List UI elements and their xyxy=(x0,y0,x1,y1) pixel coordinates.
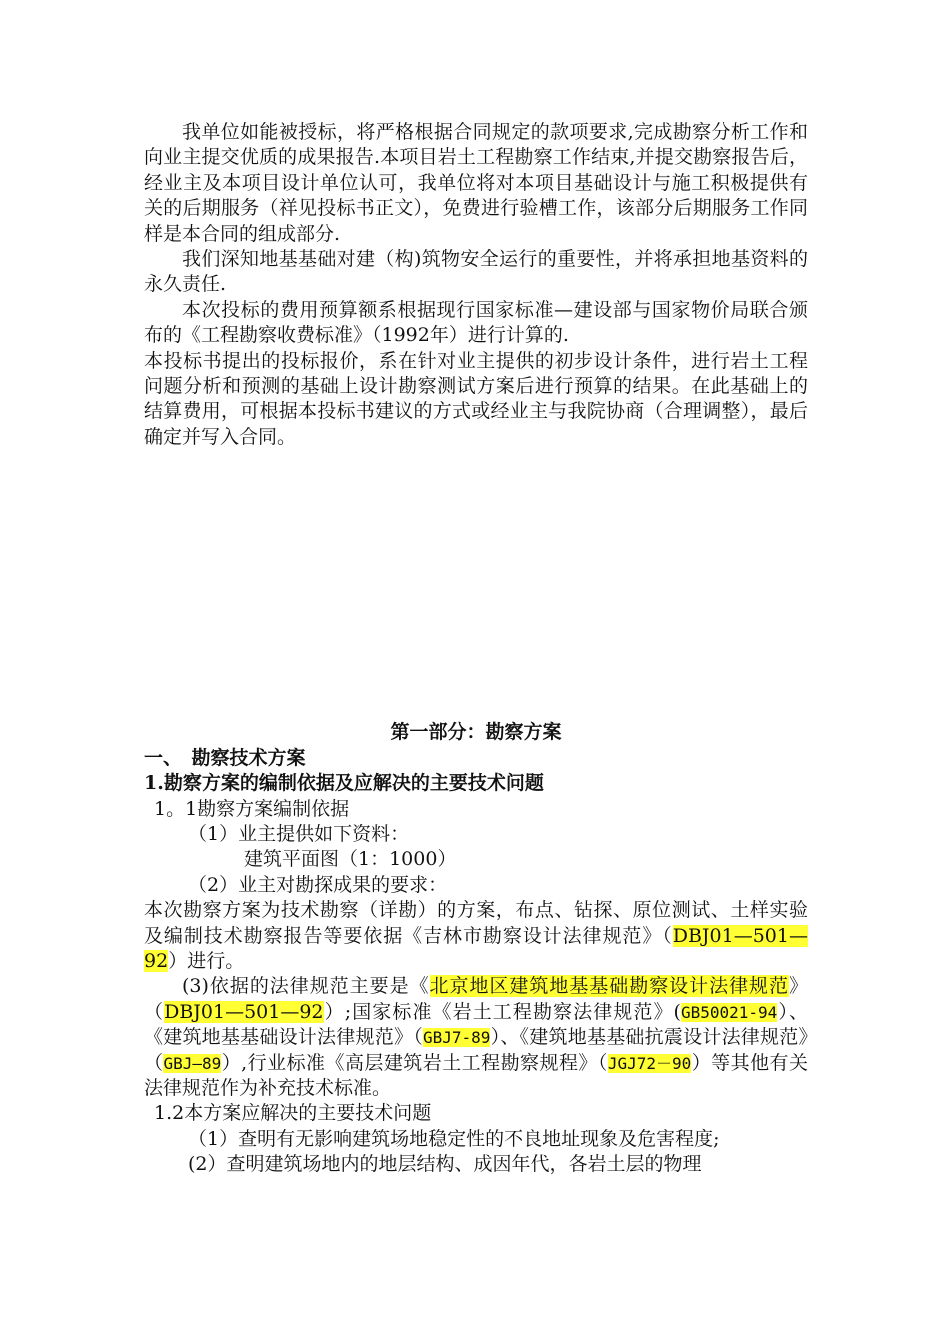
codes-highlight-1: 北京地区建筑地基基础勘察设计法律规范 xyxy=(429,975,789,998)
req-text-a: 本次勘察方案为技术勘察（详勘）的方案，布点、钻探、原位测试、土样实验及编制技术勘察报告等要依据《吉林市勘察设计法律规范》（ xyxy=(144,899,808,947)
codes-highlight-3: GB50021-94 xyxy=(680,1002,778,1022)
item-1-a: 建筑平面图（1：1000） xyxy=(244,848,457,871)
subsection-1-1: 1。1勘察方案编制依据 xyxy=(154,797,350,820)
codes-text-d: ）、《建筑地基基础设计法律规范》（ xyxy=(144,1000,808,1049)
codes-highlight-2: DBJ01—501—92 xyxy=(164,1000,324,1023)
codes-highlight-5: GBJ—89 xyxy=(163,1053,222,1073)
intro-paragraph-1: 我单位如能被授标，将严格根据合同规定的款项要求,完成勘察分析工作和向业主提交优质的成果报告.本项目岩土工程勘察工作结束,并提交勘察报告后，经业主及本项目设计单位认可，我单位将对本项目基础设计与施工积极提供有关的后期服务（祥见投标书正文），免费进行验槽工作，该部分后期服务工作同样是本合同的组成部分. xyxy=(144,121,808,245)
codes-text-f: ）,行业标准《高层建筑岩土工程勘察规程》（ xyxy=(221,1051,608,1074)
part-title: 第一部分：勘察方案 xyxy=(390,721,562,744)
codes-highlight-6: JGJ72－90 xyxy=(607,1053,692,1073)
codes-paragraph xyxy=(144,974,808,1101)
subsection-1-2: 1.2本方案应解决的主要技术问题 xyxy=(154,1102,432,1125)
codes-text-b: 》（ xyxy=(144,975,808,1023)
req-code-highlight: DBJ01—501—92 xyxy=(144,924,808,972)
question-1: （1）查明有无影响建筑场地稳定性的不良地址现象及危害程度; xyxy=(188,1127,720,1150)
requirement-paragraph xyxy=(144,898,808,974)
codes-text-g: ）等其他有关法律规范作为补充技术标准。 xyxy=(144,1051,808,1099)
question-2: (2）查明建筑场地内的地层结构、成因年代，各岩土层的物理 xyxy=(188,1153,702,1176)
codes-text-c: ）;国家标准《岩土工程勘察法律规范》( xyxy=(323,1000,681,1023)
intro-paragraph-4: 本投标书提出的投标报价，系在针对业主提供的初步设计条件，进行岩土工程问题分析和预测的基础上设计勘察测试方案后进行预算的结果。在此基础上的结算费用，可根据本投标书建议的方式或经业主与我院协商（合理调整），最后确定并写入合同。 xyxy=(144,349,808,448)
codes-highlight-4: GBJ7-89 xyxy=(422,1028,491,1048)
intro-paragraph-2: 我们深知地基基础对建（构)筑物安全运行的重要性，并将承担地基资料的永久责任. xyxy=(144,248,808,296)
item-1: （1）业主提供如下资料： xyxy=(188,822,410,845)
intro-paragraph-3: 本次投标的费用预算额系根据现行国家标准—建设部与国家物价局联合颁布的《工程勘察收费标准》（1992年）进行计算的. xyxy=(144,298,808,347)
item-2: （2）业主对勘探成果的要求： xyxy=(188,873,448,896)
section-heading-2: 1.勘察方案的编制依据及应解决的主要技术问题 xyxy=(144,772,544,795)
document-page xyxy=(144,120,808,1178)
codes-text-e: ）、《建筑地基基础抗震设计法律规范》（ xyxy=(144,1026,808,1074)
codes-text-a: (3)依据的法律规范主要是《 xyxy=(182,975,430,998)
page-gap xyxy=(144,450,808,720)
section-heading-1: 一、 勘察技术方案 xyxy=(144,746,306,769)
req-text-b: ）进行。 xyxy=(168,949,245,972)
